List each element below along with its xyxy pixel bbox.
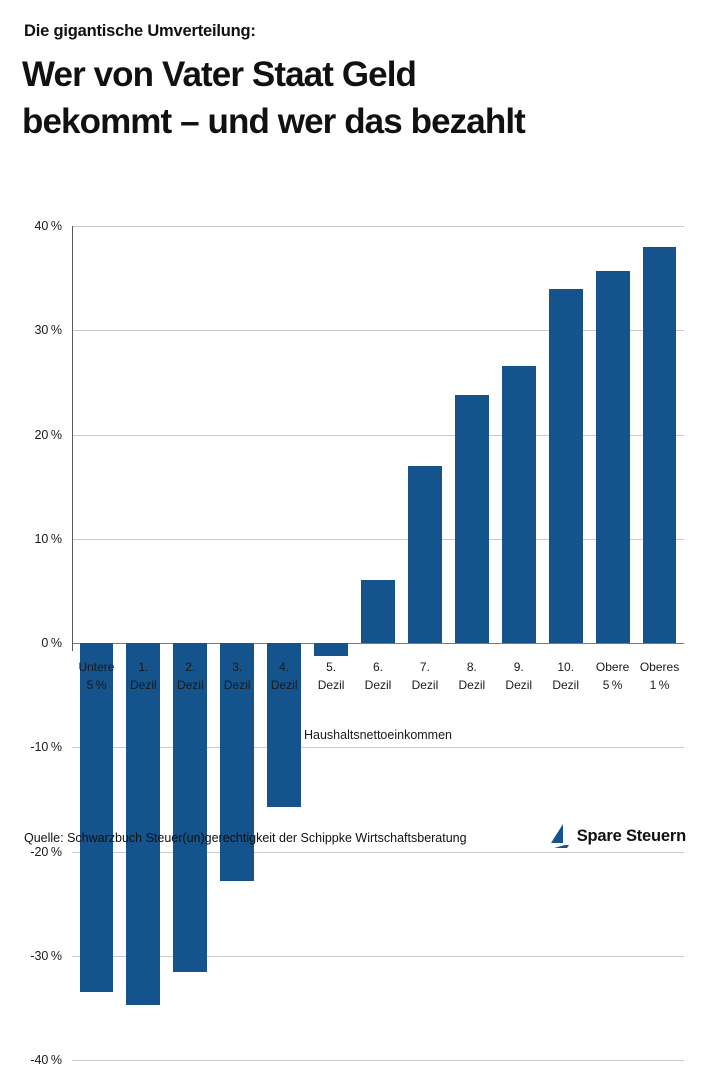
- x-axis-tick-line: 3.: [232, 660, 243, 674]
- x-axis-tick-label: [167, 658, 214, 694]
- bar: [314, 643, 348, 656]
- page-title: [22, 52, 694, 145]
- x-axis-tick-label: [73, 658, 120, 694]
- bar: [455, 395, 489, 643]
- y-axis-tick-label: 10 %: [34, 531, 62, 546]
- x-axis-tick-line: 10.: [557, 660, 575, 674]
- headline-line-1: Wer von Vater Staat Geld: [22, 55, 417, 94]
- x-axis-tick-label: [636, 658, 683, 694]
- y-axis-tick-label: 20 %: [34, 427, 62, 442]
- y-axis-tick-label: 30 %: [34, 323, 62, 338]
- x-axis-tick-line: 6.: [372, 660, 383, 674]
- x-axis-tick-line: 4.: [279, 660, 290, 674]
- x-axis-tick-line: Dezil: [223, 678, 251, 692]
- x-axis-tick-line: Dezil: [505, 678, 533, 692]
- kicker-text: Die gigantische Umverteilung:: [24, 22, 256, 40]
- x-axis-tick-line: 1.: [138, 660, 149, 674]
- bars-group: [73, 196, 684, 856]
- x-axis-tick-line: Obere: [595, 660, 630, 674]
- x-axis-tick-line: Dezil: [552, 678, 580, 692]
- bar: [361, 580, 395, 643]
- y-axis-tick-label: 0 %: [41, 636, 62, 650]
- y-axis-tick-label: -10 %: [30, 740, 62, 755]
- x-axis-tick-line: Dezil: [130, 678, 157, 692]
- brand-name: Spare Steuern: [576, 826, 686, 845]
- x-axis-title: Haushaltsnettoeinkommen: [304, 728, 452, 742]
- gridline: [72, 956, 684, 957]
- y-axis-tick-label: -20 %: [30, 844, 62, 859]
- x-axis-tick-line: Dezil: [176, 678, 204, 692]
- x-axis-tick-line: 5 %: [86, 678, 107, 692]
- x-axis-tick-label: [355, 658, 402, 694]
- x-axis-labels: [73, 658, 684, 718]
- x-axis-tick-line: 8.: [466, 660, 477, 674]
- x-axis-tick-label: [542, 658, 589, 694]
- x-axis-tick-label: [261, 658, 308, 694]
- x-axis-tick-label: [214, 658, 261, 694]
- x-axis-tick-line: Oberes: [639, 660, 680, 674]
- sail-logo-icon: [548, 824, 570, 848]
- x-axis-tick-label: [120, 658, 167, 694]
- bar: [643, 247, 677, 643]
- x-axis-tick-line: Dezil: [458, 678, 486, 692]
- bar: [596, 271, 630, 643]
- gridline: [72, 1060, 684, 1061]
- x-axis-tick-line: Dezil: [411, 678, 439, 692]
- x-axis-tick-line: 2.: [185, 660, 196, 674]
- x-axis-tick-line: Dezil: [270, 678, 298, 692]
- y-axis-tick-label: -30 %: [30, 948, 62, 963]
- bar: [549, 289, 583, 643]
- y-axis-tick-label: 40 %: [34, 219, 62, 233]
- x-axis-tick-label: [448, 658, 495, 694]
- x-axis-tick-line: Dezil: [317, 678, 345, 692]
- x-axis-tick-line: 9.: [513, 660, 524, 674]
- x-axis-tick-label: [308, 658, 355, 694]
- x-axis-tick-label: [495, 658, 542, 694]
- x-axis-tick-line: 5 %: [602, 678, 623, 692]
- source-note: Quelle: Schwarzbuch Steuer(un)gerechtigkeit der Schippke Wirtschaftsberatung: [24, 831, 467, 845]
- x-axis-tick-label: [589, 658, 636, 694]
- y-axis-tick-label: -40 %: [30, 1053, 62, 1067]
- x-axis-tick-line: Untere: [78, 660, 115, 674]
- x-axis-tick-line: Dezil: [364, 678, 392, 692]
- brand-logo: [548, 824, 686, 848]
- x-axis-tick-label: [401, 658, 448, 694]
- x-axis-tick-line: 5.: [326, 660, 337, 674]
- bar: [408, 466, 442, 643]
- x-axis-tick-line: 7.: [419, 660, 430, 674]
- x-axis-tick-line: 1 %: [649, 678, 670, 692]
- bar: [502, 366, 536, 643]
- headline-line-2: bekommt – und wer das bezahlt: [22, 101, 525, 141]
